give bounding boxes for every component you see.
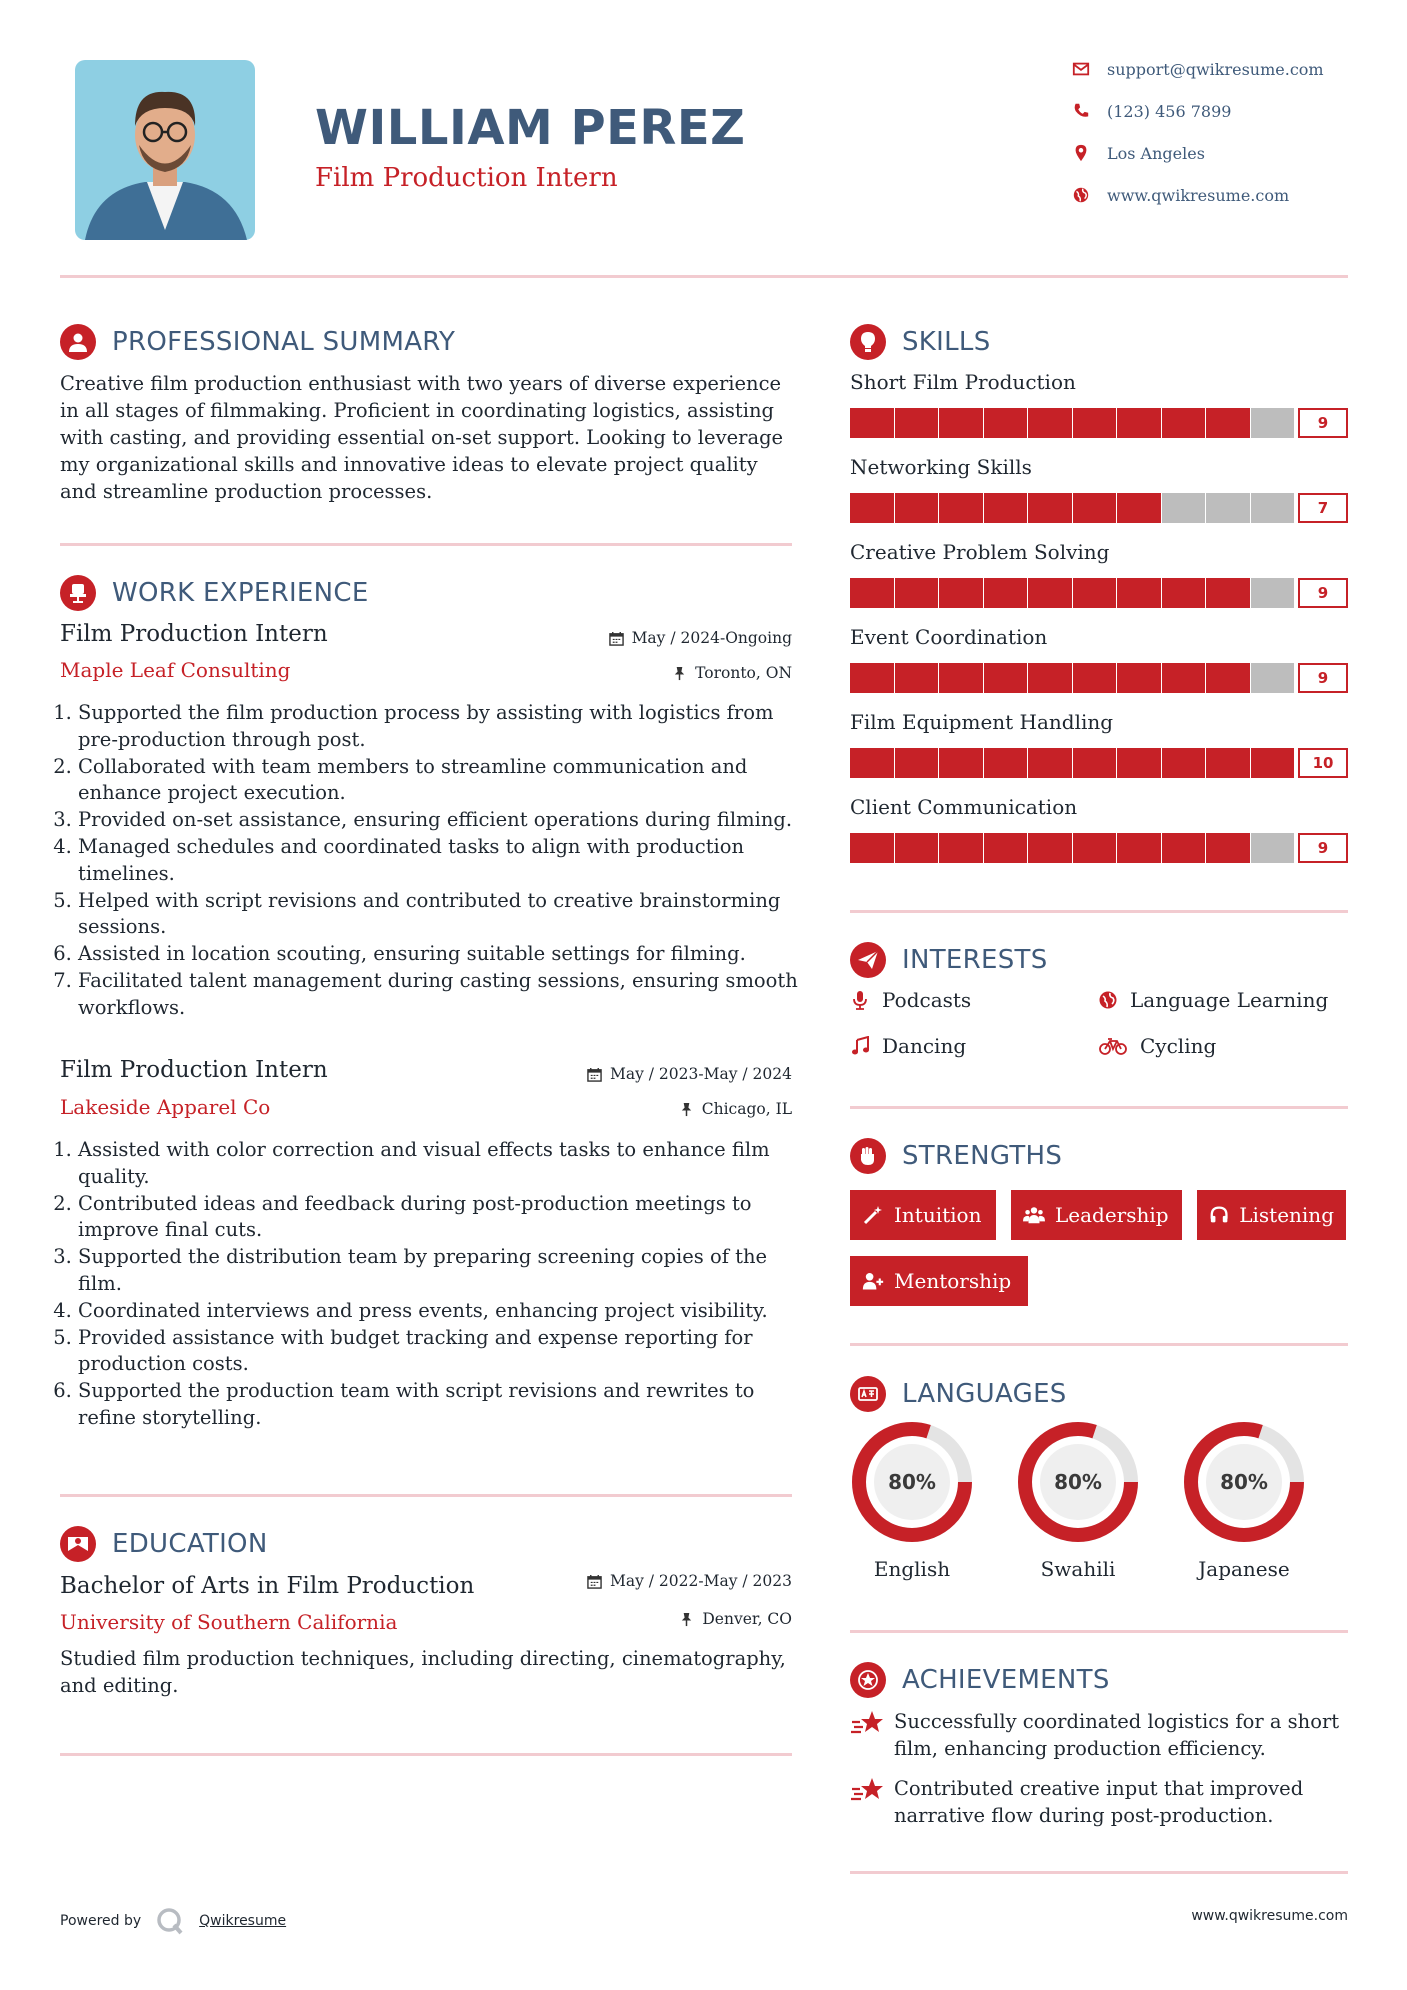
list-item: 6. Assisted in location scouting, ensuring suitable settings for filming.	[78, 941, 813, 968]
language-label: Swahili	[1040, 1557, 1116, 1581]
job-1-company: Maple Leaf Consulting	[60, 658, 291, 682]
lightbulb-icon	[850, 324, 886, 360]
footer-powered-by	[60, 1906, 286, 1936]
skills-title: SKILLS	[902, 327, 991, 357]
interests-title: INTERESTS	[902, 945, 1048, 975]
pushpin-icon	[679, 1612, 694, 1627]
interests-divider	[850, 1106, 1348, 1109]
achievements-title: ACHIEVEMENTS	[902, 1665, 1110, 1695]
globe-icon	[1072, 186, 1090, 204]
education-divider	[60, 1753, 792, 1756]
group-icon	[1023, 1204, 1045, 1226]
skill-label: Creative Problem Solving	[850, 540, 1110, 564]
skill-score: 9	[1298, 408, 1348, 438]
skill-bar-segment	[895, 578, 939, 608]
skill-bar-segment	[1251, 663, 1295, 693]
achievements-heading	[850, 1662, 1110, 1698]
language-label: Japanese	[1198, 1557, 1290, 1581]
languages-heading	[850, 1376, 1067, 1412]
skill-bar-segment	[1117, 408, 1161, 438]
skill-bar-segment	[1162, 663, 1206, 693]
skill-bar-segment	[1162, 578, 1206, 608]
education-title: EDUCATION	[112, 1529, 268, 1559]
qwikresume-link[interactable]: Qwikresume	[199, 1913, 287, 1929]
strength-label: Mentorship	[894, 1269, 1012, 1293]
shooting-star-icon	[850, 1775, 884, 1805]
user-circle-icon	[60, 324, 96, 360]
strength-label: Leadership	[1055, 1203, 1169, 1227]
skill-bar-segment	[895, 663, 939, 693]
list-item: 6. Supported the production team with script revisions and rewrites to refine storytelling.	[78, 1378, 813, 1432]
fist-icon	[850, 1138, 886, 1174]
skill-bar-segment	[939, 578, 983, 608]
skill-bar-segment	[1028, 833, 1072, 863]
skill-bar-segment	[1117, 578, 1161, 608]
phone-icon	[1072, 102, 1090, 120]
skill-bar-segment	[984, 578, 1028, 608]
powered-by-text: Powered by	[60, 1913, 142, 1929]
candidate-name: WILLIAM PEREZ	[315, 100, 746, 156]
skill-bar-segment	[1206, 833, 1250, 863]
list-item: 5. Helped with script revisions and contributed to creative brainstorming sessions.	[78, 888, 813, 942]
list-item: 1. Supported the film production process by assisting with logistics from pre-production through post.	[78, 700, 813, 754]
skill-bar-segment	[1117, 663, 1161, 693]
skill-bar-segment	[895, 748, 939, 778]
skill-label: Event Coordination	[850, 625, 1048, 649]
skill-bar	[850, 748, 1295, 778]
job-2-location	[520, 1100, 792, 1118]
skill-bar-segment	[850, 408, 894, 438]
skill-label: Short Film Production	[850, 370, 1076, 394]
skill-bar-segment	[1117, 493, 1161, 523]
skill-score: 7	[1298, 493, 1348, 523]
donut-percent: 80%	[1054, 1470, 1102, 1494]
skill-bar-segment	[984, 748, 1028, 778]
summary-heading	[60, 324, 455, 360]
skill-label: Networking Skills	[850, 455, 1032, 479]
qwikresume-logo-icon	[155, 1906, 185, 1936]
skill-bar-segment	[1162, 408, 1206, 438]
skill-bar-segment	[984, 833, 1028, 863]
skill-score: 9	[1298, 663, 1348, 693]
skill-bar-segment	[1251, 833, 1295, 863]
interest-language-learning	[1098, 988, 1328, 1012]
skill-bar-segment	[939, 663, 983, 693]
job-2-title: Film Production Intern	[60, 1057, 328, 1083]
skill-bar-segment	[1251, 578, 1295, 608]
strength-listening	[1197, 1190, 1346, 1240]
summary-divider	[60, 543, 792, 546]
skill-bar-segment	[1073, 578, 1117, 608]
skill-bar-segment	[1073, 408, 1117, 438]
achievements-divider	[850, 1871, 1348, 1874]
job-1-bullets	[60, 700, 813, 1022]
contact-email[interactable]	[1072, 55, 1324, 83]
user-plus-icon	[862, 1270, 884, 1292]
skill-bar-segment	[939, 748, 983, 778]
calendar-icon	[609, 631, 624, 646]
interest-dancing	[850, 1034, 966, 1058]
skill-bar-segment	[1206, 748, 1250, 778]
contact-location-text: Los Angeles	[1107, 143, 1205, 163]
interest-label: Cycling	[1140, 1034, 1217, 1058]
job-1-dates	[520, 629, 792, 647]
skill-bar	[850, 833, 1295, 863]
skill-bar-segment	[1073, 748, 1117, 778]
avatar	[75, 60, 255, 240]
skills-list	[850, 370, 1350, 870]
microphone-icon	[850, 990, 870, 1010]
skill-bar-segment	[850, 578, 894, 608]
pushpin-icon	[672, 666, 687, 681]
graduation-icon	[60, 1526, 96, 1562]
music-note-icon	[850, 1036, 870, 1056]
skills-heading	[850, 324, 991, 360]
contact-phone[interactable]	[1072, 97, 1231, 125]
translate-icon	[850, 1376, 886, 1412]
calendar-icon	[587, 1067, 602, 1082]
skill-bar-segment	[984, 408, 1028, 438]
candidate-role: Film Production Intern	[315, 163, 618, 193]
strength-leadership	[1011, 1190, 1182, 1240]
job-2-dates-text: May / 2023-May / 2024	[609, 1065, 792, 1083]
contact-info	[1072, 55, 1392, 245]
list-item: 1. Assisted with color correction and visual effects tasks to enhance film quality.	[78, 1137, 813, 1191]
skill-bar-segment	[1073, 663, 1117, 693]
job-2-location-text: Chicago, IL	[701, 1100, 792, 1118]
education-heading	[60, 1526, 268, 1562]
skill-bar-segment	[984, 493, 1028, 523]
list-item: 2. Contributed ideas and feedback during post-production meetings to improve final cuts.	[78, 1191, 813, 1245]
interest-cycling	[1098, 1034, 1216, 1058]
summary-text: Creative film production enthusiast with two years of diverse experience in all stages of filmmaking. Proficient in coordinating logistics, assisting with casting, and providing essential on-set support. Looking to leverage my organizational skills and innovative ideas to elevate project quality and streamline production processes.	[60, 372, 784, 503]
headphones-icon	[1209, 1204, 1229, 1226]
experience-heading	[60, 575, 369, 611]
donut-percent: 80%	[888, 1470, 936, 1494]
achievement-item-1	[850, 1708, 1350, 1762]
shooting-star-icon	[850, 1708, 884, 1738]
list-item: 3. Provided on-set assistance, ensuring efficient operations during filming.	[78, 807, 813, 834]
briefcase-chair-icon	[60, 575, 96, 611]
skill-bar-segment	[1028, 578, 1072, 608]
list-item: 4. Coordinated interviews and press events, enhancing project visibility.	[78, 1298, 813, 1325]
magic-wand-icon	[862, 1204, 884, 1226]
achievement-item-2	[850, 1775, 1350, 1829]
list-item: 2. Collaborated with team members to streamline communication and enhance project execution.	[78, 754, 813, 808]
skill-bar-segment	[1206, 663, 1250, 693]
language-donut	[1182, 1420, 1306, 1544]
job-1-location	[520, 664, 792, 682]
bicycle-icon	[1098, 1036, 1128, 1056]
skill-bar-segment	[1206, 408, 1250, 438]
envelope-icon	[1072, 60, 1090, 78]
skill-bar-segment	[895, 493, 939, 523]
languages-title: LANGUAGES	[902, 1379, 1067, 1409]
skill-bar-segment	[1162, 493, 1206, 523]
skill-bar	[850, 408, 1295, 438]
strengths-heading	[850, 1138, 1062, 1174]
achievement-text: Contributed creative input that improved narrative flow during post-production.	[894, 1777, 1304, 1827]
list-item: 5. Provided assistance with budget tracking and expense reporting for production costs.	[78, 1325, 813, 1379]
profile-photo	[75, 60, 255, 240]
achievement-text: Successfully coordinated logistics for a short film, enhancing production efficiency.	[894, 1710, 1340, 1760]
skill-bar-segment	[1117, 748, 1161, 778]
pushpin-icon	[679, 1102, 694, 1117]
footer-website[interactable]: www.qwikresume.com	[1191, 1908, 1348, 1924]
strengths-divider	[850, 1343, 1348, 1346]
interests-heading	[850, 942, 1048, 978]
job-1-dates-text: May / 2024-Ongoing	[631, 629, 792, 647]
contact-phone-text: (123) 456 7899	[1107, 101, 1232, 121]
list-item: 4. Managed schedules and coordinated tasks to align with production timelines.	[78, 834, 813, 888]
skill-bar	[850, 578, 1295, 608]
strength-label: Listening	[1239, 1203, 1334, 1227]
skill-bar-segment	[1251, 408, 1295, 438]
skill-bar-segment	[850, 493, 894, 523]
strength-label: Intuition	[894, 1203, 982, 1227]
skill-bar	[850, 663, 1295, 693]
skill-score: 9	[1298, 833, 1348, 863]
skill-bar-segment	[850, 833, 894, 863]
interest-podcasts	[850, 988, 971, 1012]
contact-email-text: support@qwikresume.com	[1107, 59, 1324, 79]
header-divider	[60, 275, 1348, 278]
skill-bar-segment	[1028, 748, 1072, 778]
skill-bar-segment	[1162, 833, 1206, 863]
skill-bar-segment	[1206, 493, 1250, 523]
strength-mentorship	[850, 1256, 1028, 1306]
skill-bar-segment	[850, 748, 894, 778]
interest-label: Podcasts	[882, 988, 972, 1012]
skill-score: 10	[1298, 748, 1348, 778]
star-badge-icon	[850, 1662, 886, 1698]
skill-bar-segment	[1251, 493, 1295, 523]
skill-bar-segment	[1206, 578, 1250, 608]
interest-label: Language Learning	[1130, 988, 1329, 1012]
job-2-company: Lakeside Apparel Co	[60, 1095, 271, 1119]
strengths-title: STRENGTHS	[902, 1141, 1063, 1171]
education-location-text: Denver, CO	[702, 1610, 792, 1628]
map-pin-icon	[1072, 144, 1090, 162]
job-2-dates	[500, 1065, 792, 1083]
contact-website[interactable]	[1072, 181, 1289, 209]
paper-plane-icon	[850, 942, 886, 978]
education-description: Studied film production techniques, including directing, cinematography, and editing.	[60, 1647, 786, 1697]
job-1-title: Film Production Intern	[60, 621, 328, 647]
skill-bar-segment	[1073, 833, 1117, 863]
school-name: University of Southern California	[60, 1610, 398, 1634]
language-donut	[1016, 1420, 1140, 1544]
skill-bar-segment	[1028, 493, 1072, 523]
degree-title: Bachelor of Arts in Film Production	[60, 1573, 475, 1599]
skill-bar	[850, 493, 1295, 523]
strength-intuition	[850, 1190, 996, 1240]
job-1-location-text: Toronto, ON	[695, 664, 792, 682]
skill-label: Film Equipment Handling	[850, 710, 1114, 734]
skill-bar-segment	[895, 408, 939, 438]
summary-title: PROFESSIONAL SUMMARY	[112, 327, 456, 357]
language-label: English	[873, 1557, 951, 1581]
globe-icon	[1098, 990, 1118, 1010]
skill-bar-segment	[1162, 748, 1206, 778]
education-dates	[500, 1572, 792, 1590]
languages-list	[850, 1420, 1350, 1590]
contact-location	[1072, 139, 1205, 167]
calendar-icon	[587, 1574, 602, 1589]
skill-bar-segment	[850, 663, 894, 693]
skill-bar-segment	[1117, 833, 1161, 863]
skill-bar-segment	[1028, 663, 1072, 693]
experience-title: WORK EXPERIENCE	[112, 578, 369, 608]
skill-bar-segment	[939, 408, 983, 438]
skill-label: Client Communication	[850, 795, 1078, 819]
job-2-bullets	[60, 1137, 813, 1432]
experience-divider	[60, 1494, 792, 1497]
language-donut	[850, 1420, 974, 1544]
skill-bar-segment	[939, 833, 983, 863]
skills-divider	[850, 910, 1348, 913]
list-item: 7. Facilitated talent management during casting sessions, ensuring smooth workflows.	[78, 968, 813, 1022]
skill-bar-segment	[895, 833, 939, 863]
skill-bar-segment	[1073, 493, 1117, 523]
skill-bar-segment	[1251, 748, 1295, 778]
skill-bar-segment	[1028, 408, 1072, 438]
contact-website-text: www.qwikresume.com	[1107, 185, 1290, 205]
languages-divider	[850, 1630, 1348, 1633]
education-location	[520, 1610, 792, 1628]
skill-bar-segment	[984, 663, 1028, 693]
donut-percent: 80%	[1220, 1470, 1268, 1494]
list-item: 3. Supported the distribution team by preparing screening copies of the film.	[78, 1244, 813, 1298]
interest-label: Dancing	[882, 1034, 967, 1058]
education-dates-text: May / 2022-May / 2023	[609, 1572, 792, 1590]
skill-score: 9	[1298, 578, 1348, 608]
skill-bar-segment	[939, 493, 983, 523]
